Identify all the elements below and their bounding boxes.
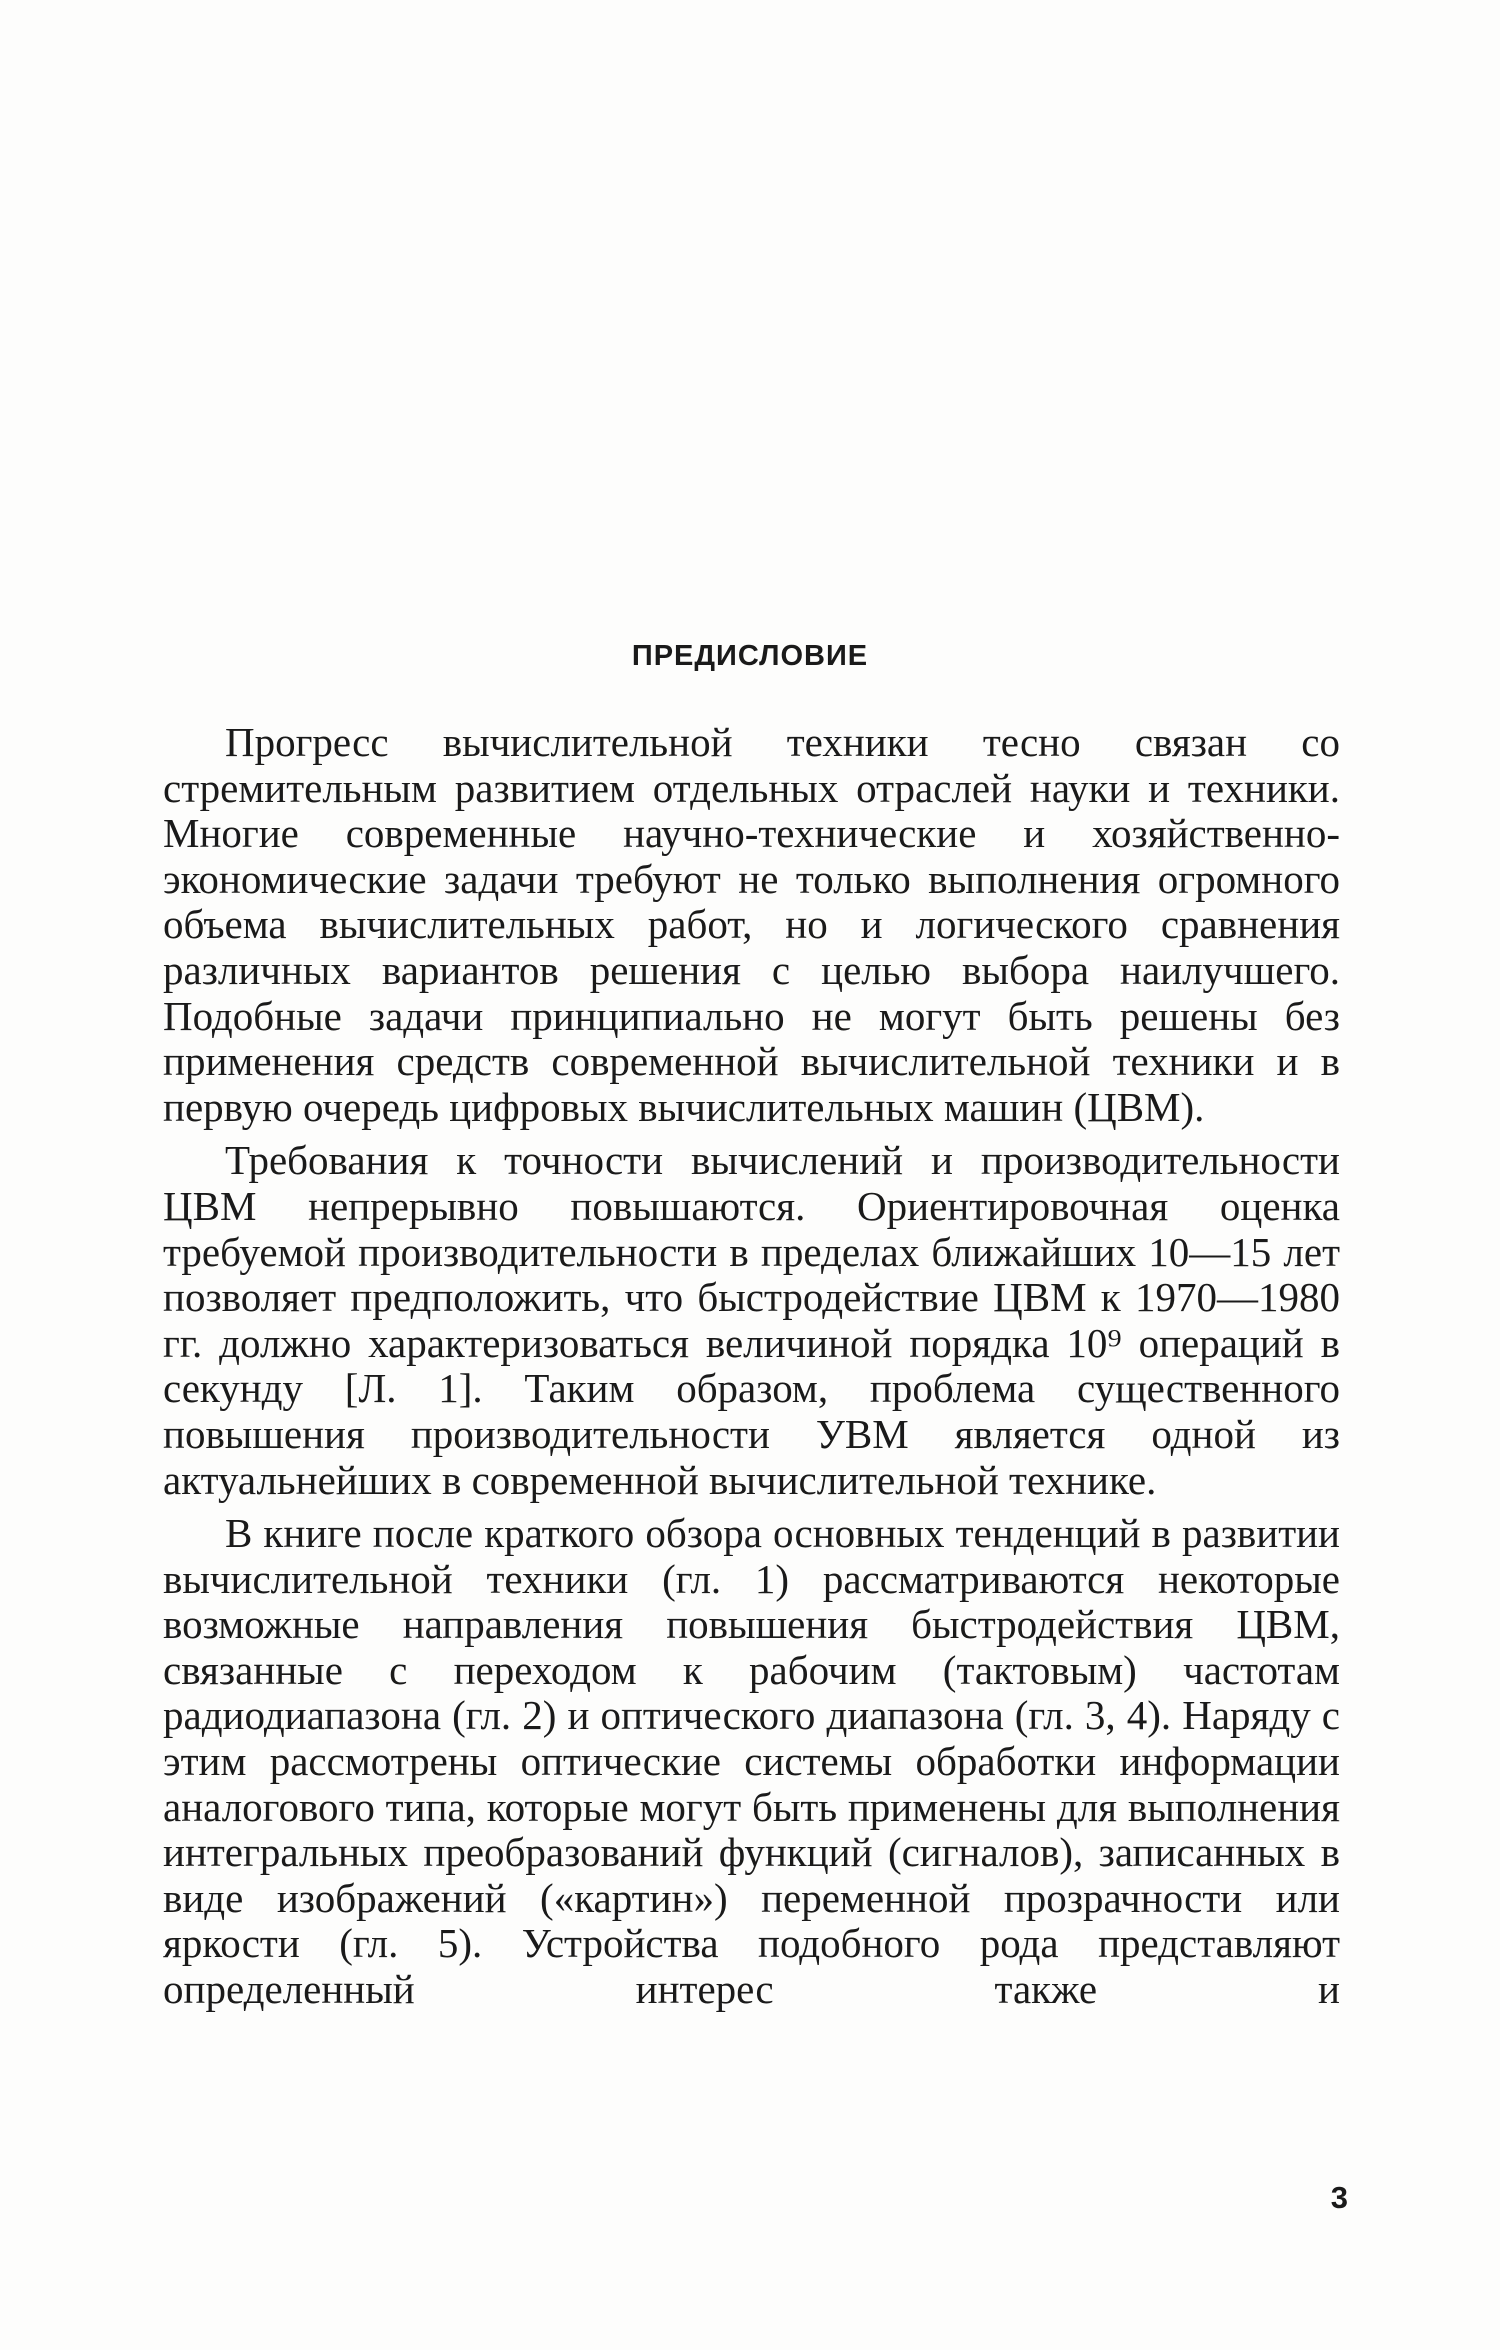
paragraph-1: Прогресс вычислительной техники тесно связан со стремительным развитием отдельных отраслей науки и техники. Многие современные научно-технические и хозяйственно-экономические задачи требуют не только выполнения огромного объема вычислительных работ, но и логического сравнения различных вариантов решения с целью выбора наилучшего. Подобные задачи принципиально не могут быть решены без применения средств современной вычислительной техники и в первую очередь цифровых вычислительных машин (ЦВМ).	[163, 719, 1340, 1130]
paragraph-3: В книге после краткого обзора основных тенденций в развитии вычислительной техники (гл. 1) рассматриваются некоторые возможные направления повышения быстродействия ЦВМ, связанные с переходом к рабочим (тактовым) частотам радиодиапазона (гл. 2) и оптического диапазона (гл. 3, 4). Наряду с этим рассмотрены оптические системы обработки информации аналогового типа, которые могут быть применены для выполнения интегральных преобразований функций (сигналов), записанных в виде изображений («картин») переменной прозрачности или яркости (гл. 5). Устройства подобного рода представляют определенный интерес также и	[163, 1510, 1340, 2013]
body-text	[163, 720, 1340, 2013]
paragraph-2: Требования к точности вычислений и производительности ЦВМ непрерывно повышаются. Ориентировочная оценка требуемой производительности в пределах ближайших 10—15 лет позволяет предположить, что быстродействие ЦВМ к 1970—1980 гг. должно характеризоваться величиной порядка 10⁹ операций в секунду [Л. 1]. Таким образом, проблема существенного повышения производительности УВМ является одной из актуальнейших в современной вычислительной технике.	[163, 1137, 1340, 1503]
section-heading: ПРЕДИСЛОВИЕ	[631, 640, 869, 672]
page-number: 3	[1330, 2180, 1348, 2215]
